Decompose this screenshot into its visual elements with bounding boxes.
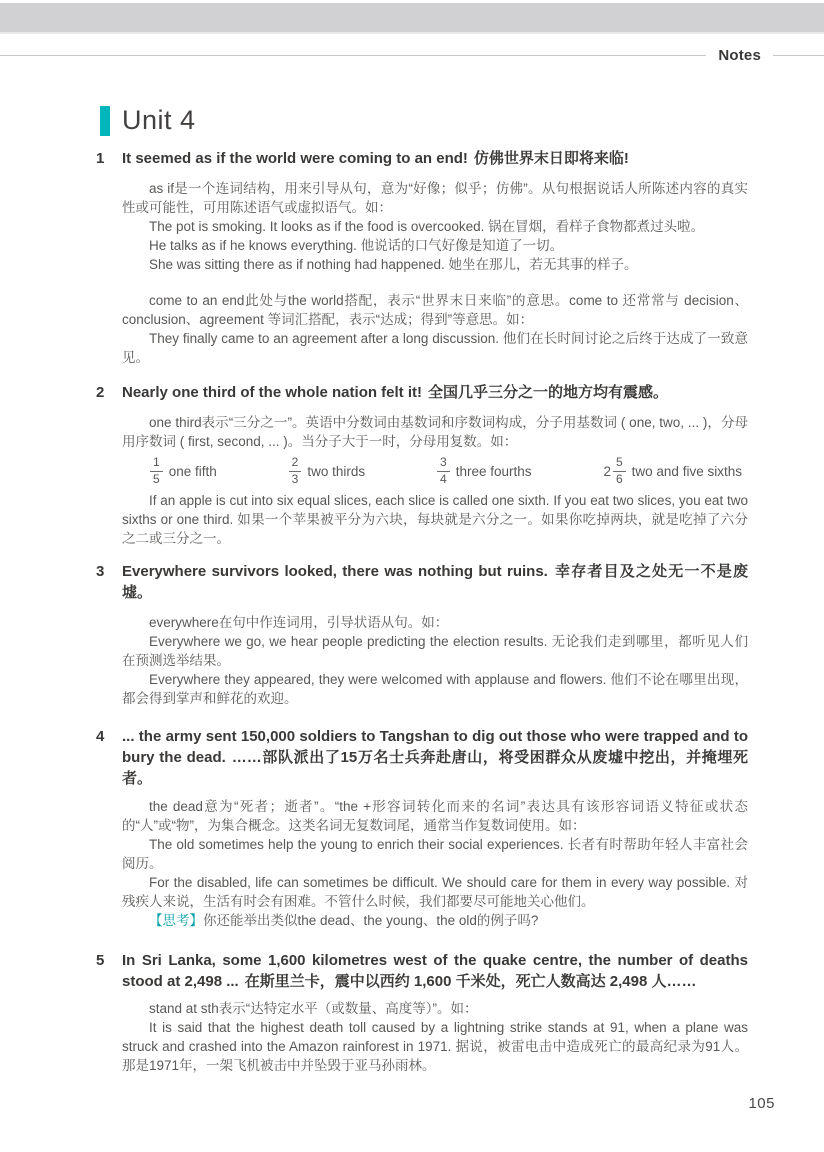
heading-chinese: 仿佛世界末日即将来临! (473, 150, 629, 167)
heading-english: Everywhere survivors looked, there was nothing but ruins. (122, 563, 548, 580)
paragraph: stand at sth表示“达特定水平（或数量、高度等）”。如： (149, 1001, 478, 1016)
example-sentence: For the disabled, life can sometimes be difficult. We should care for them in every way possible. 对残疾人来说，生活有时会有困难。不管什么时候，我们都要尽可能地关心他们。 (122, 875, 748, 909)
fraction-glyph (289, 456, 302, 487)
notes-label: Notes (718, 47, 761, 64)
section-title (122, 148, 629, 169)
fraction-numerator: 1 (150, 456, 163, 472)
fraction-label: one fifth (168, 464, 217, 479)
example-sentence: He talks as if he knows everything. 他说话的口气好像是知道了一切。 (149, 238, 564, 253)
page-number: 105 (748, 1095, 775, 1112)
example-sentence: They finally came to an agreement after a long discussion. 他们在长时间讨论之后终于达成了一致意见。 (122, 331, 748, 365)
section-1-heading (96, 148, 748, 169)
fraction-glyph (613, 456, 626, 487)
think-text: 你还能举出类似the dead、the young、the old的例子吗? (203, 913, 539, 928)
fraction-label: three fourths (455, 464, 532, 479)
think-prompt (122, 911, 748, 930)
notes-rule-left (0, 55, 706, 56)
example-sentence: If an apple is cut into six equal slices, each slice is called one sixth. If you eat two slices, you eat two sixths or one third. 如果一个苹果被平分为六块，每块就是六分之一。如果你吃掉两块，就是吃掉了六分之二或三分之一。 (122, 493, 748, 546)
section-title (122, 726, 748, 789)
heading-english: In Sri Lanka, some 1,600 kilometres west of the quake centre, the number of deaths stood at 2,498 ... (122, 952, 748, 990)
unit-accent-bar (100, 106, 110, 136)
fraction-item (150, 456, 217, 487)
section-3-heading (96, 561, 748, 603)
fraction-denominator: 4 (440, 472, 447, 486)
paragraph: the dead意为“死者；逝者”。“the +形容词转化而来的名词”表达具有该形容词语义特征或状态的“人”或“物”，为集合概念。这类名词无复数词尾，通常当作复数词使用。如： (122, 799, 748, 833)
fraction-numerator: 3 (437, 456, 450, 472)
section-5 (96, 950, 748, 1075)
section-3 (96, 561, 748, 708)
fraction-item (289, 456, 365, 487)
fraction-label: two thirds (307, 464, 366, 479)
section-title (122, 561, 748, 603)
notes-rule-right (773, 55, 824, 56)
heading-english: It seemed as if the world were coming to an end! (122, 150, 468, 167)
fraction-denominator: 3 (291, 472, 299, 486)
example-sentence: The pot is smoking. It looks as if the food is overcooked. 锅在冒烟，看样子食物都煮过头啦。 (149, 219, 705, 234)
example-sentence: The old sometimes help the young to enrich their social experiences. 长者有时帮助年轻人丰富社会阅历。 (122, 837, 748, 871)
section-2-heading (96, 382, 748, 403)
section-2-body (122, 413, 748, 548)
fraction-denominator: 5 (153, 472, 160, 486)
fraction-examples-row (122, 451, 748, 491)
fraction-glyph (437, 456, 450, 487)
heading-chinese: 幸存者目及之处无一不是废墟。 (122, 563, 748, 601)
section-number: 2 (96, 384, 105, 401)
fraction-item (603, 456, 742, 487)
fraction-glyph (150, 456, 163, 487)
heading-chinese: ……部队派出了15万名士兵奔赴唐山，将受困群众从废墟中挖出，并掩埋死者。 (122, 749, 748, 787)
section-number: 3 (96, 563, 105, 580)
example-sentence: She was sitting there as if nothing had happened. 她坐在那儿，若无其事的样子。 (149, 257, 638, 272)
section-1 (96, 148, 748, 367)
heading-chinese: 全国几乎三分之一的地方均有震感。 (428, 384, 669, 401)
heading-chinese: 在斯里兰卡，震中以西约 1,600 千米处，死亡人数高达 2,498 人…… (244, 973, 697, 990)
example-sentence: Everywhere we go, we hear people predicting the election results. 无论我们走到哪里，都听见人们在预测选举结果。 (122, 634, 748, 668)
section-number: 4 (96, 728, 105, 745)
paragraph: come to an end此处与the world搭配，表示“世界末日来临”的意思。come to 还常常与 decision、conclusion、agreement 等词汇搭配，表示“达成；得到”等意思。如： (122, 293, 748, 327)
example-sentence: It is said that the highest death toll caused by a lightning strike stands at 91, when a plane was struck and crashed into the Amazon rainforest in 1971. 据说，被雷电击中造成死亡的最高纪录为91人。那是1971年，一架飞机被击中并坠毁于亚马孙雨林。 (122, 1020, 748, 1073)
fraction-whole-number: 2 (603, 464, 611, 479)
section-3-body (122, 613, 748, 708)
fraction-numerator: 5 (613, 456, 626, 472)
section-4-heading (96, 726, 748, 789)
paragraph: one third表示“三分之一”。英语中分数词由基数词和序数词构成，分子用基数词 ( one, two, ... )，分母用序数词 ( first, second, ... )。当分子大于一时，分母用复数。如： (122, 415, 748, 449)
fraction-item (437, 456, 531, 487)
think-label: 【思考】 (149, 913, 203, 928)
paragraph: everywhere在句中作连词用，引导状语从句。如： (149, 615, 449, 630)
section-5-body (122, 999, 748, 1075)
fraction-label: two and five sixths (631, 464, 742, 479)
heading-english: ... the army sent 150,000 soldiers to Tangshan to dig out those who were trapped and to bury the dead. (122, 728, 748, 766)
section-2 (96, 382, 748, 548)
section-title (122, 950, 748, 992)
fraction-numerator: 2 (289, 456, 302, 472)
section-4 (96, 726, 748, 930)
page-top-band (0, 3, 824, 34)
example-sentence: Everywhere they appeared, they were welcomed with applause and flowers. 他们不论在哪里出现，都会得到掌声和鲜花的欢迎。 (122, 672, 748, 706)
section-4-body (122, 797, 748, 930)
section-number: 5 (96, 952, 105, 969)
paragraph: as if是一个连词结构，用来引导从句，意为“好像；似乎；仿佛”。从句根据说话人所陈述内容的真实性或可能性，可用陈述语气或虚拟语气。如： (122, 181, 748, 215)
section-5-heading (96, 950, 748, 992)
unit-title-row (100, 102, 824, 139)
section-title (122, 382, 668, 403)
unit-title: Unit 4 (122, 105, 196, 135)
fraction-denominator: 6 (615, 472, 623, 486)
section-1-body (122, 179, 748, 367)
notes-header (0, 46, 824, 65)
section-number: 1 (96, 150, 105, 167)
heading-english: Nearly one third of the whole nation felt it! (122, 384, 423, 401)
